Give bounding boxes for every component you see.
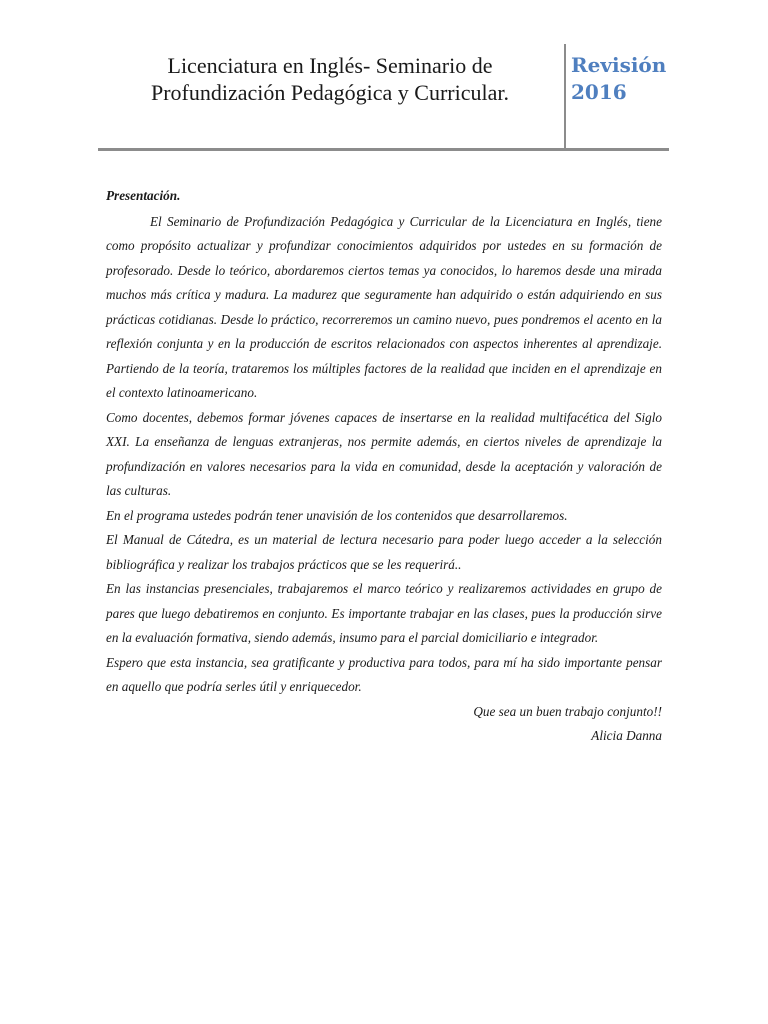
document-body	[106, 184, 662, 749]
paragraph-5: En las instancias presenciales, trabajaremos el marco teórico y realizaremos actividades en grupo de pares que luego debatiremos en conjunto. Es importante trabajar en las clases, pues la producción sirve en la evaluación formativa, siendo además, insumo para el parcial domiciliario e integrador.	[106, 581, 662, 645]
revision-word: Revisión	[571, 53, 667, 77]
paragraph-3: En el programa ustedes podrán tener unavisión de los contenidos que desarrollaremos.	[106, 507, 568, 523]
revision-year: 2016	[571, 80, 627, 104]
header-vertical-divider	[564, 44, 566, 150]
header-horizontal-rule	[98, 148, 669, 151]
paragraph-6: Espero que esta instancia, sea gratificante y productiva para todos, para mí ha sido importante pensar en aquello que podría serles útil y enriquecedor.	[106, 654, 662, 694]
paragraph-4: El Manual de Cátedra, es un material de lectura necesario para poder luego acceder a la selección bibliográfica y realizar los trabajos prácticos que se les requerirá..	[106, 532, 662, 572]
revision-label	[571, 52, 666, 106]
section-heading: Presentación.	[106, 188, 181, 203]
paragraph-1: El Seminario de Profundización Pedagógica y Curricular de la Licenciatura en Inglés, tiene como propósito actualizar y profundizar conocimientos adquiridos por ustedes en su formación de profesorado. Desde lo teórico, abordaremos ciertos temas ya conocidos, lo haremos desde una mirada muchos más crítica y madura. La madurez que seguramente han adquirido o están adquiriendo en sus prácticas cotidianas. Desde lo práctico, recorreremos un camino nuevo, pues pondremos el acento en la reflexión conjunta y en la producción de escritos relacionados con aspectos inherentes al aprendizaje. Partiendo de la teoría, trataremos los múltiples factores de la realidad que inciden en el aprendizaje en el contexto latinoamericano.	[106, 213, 662, 400]
paragraph-2: Como docentes, debemos formar jóvenes capaces de insertarse en la realidad multifacética del Siglo XXI. La enseñanza de lenguas extranjeras, nos permite además, en ciertos niveles de aprendizaje la profundización en valores necesarios para la vida en comunidad, desde la aceptación y valoración de las culturas.	[106, 409, 662, 498]
closing-line: Que sea un buen trabajo conjunto!!	[473, 703, 662, 719]
title-line-1: Licenciatura en Inglés- Seminario de	[167, 53, 493, 78]
title-line-2: Profundización Pedagógica y Curricular.	[150, 80, 509, 105]
signature: Alicia Danna	[591, 728, 662, 743]
document-title	[100, 52, 560, 106]
